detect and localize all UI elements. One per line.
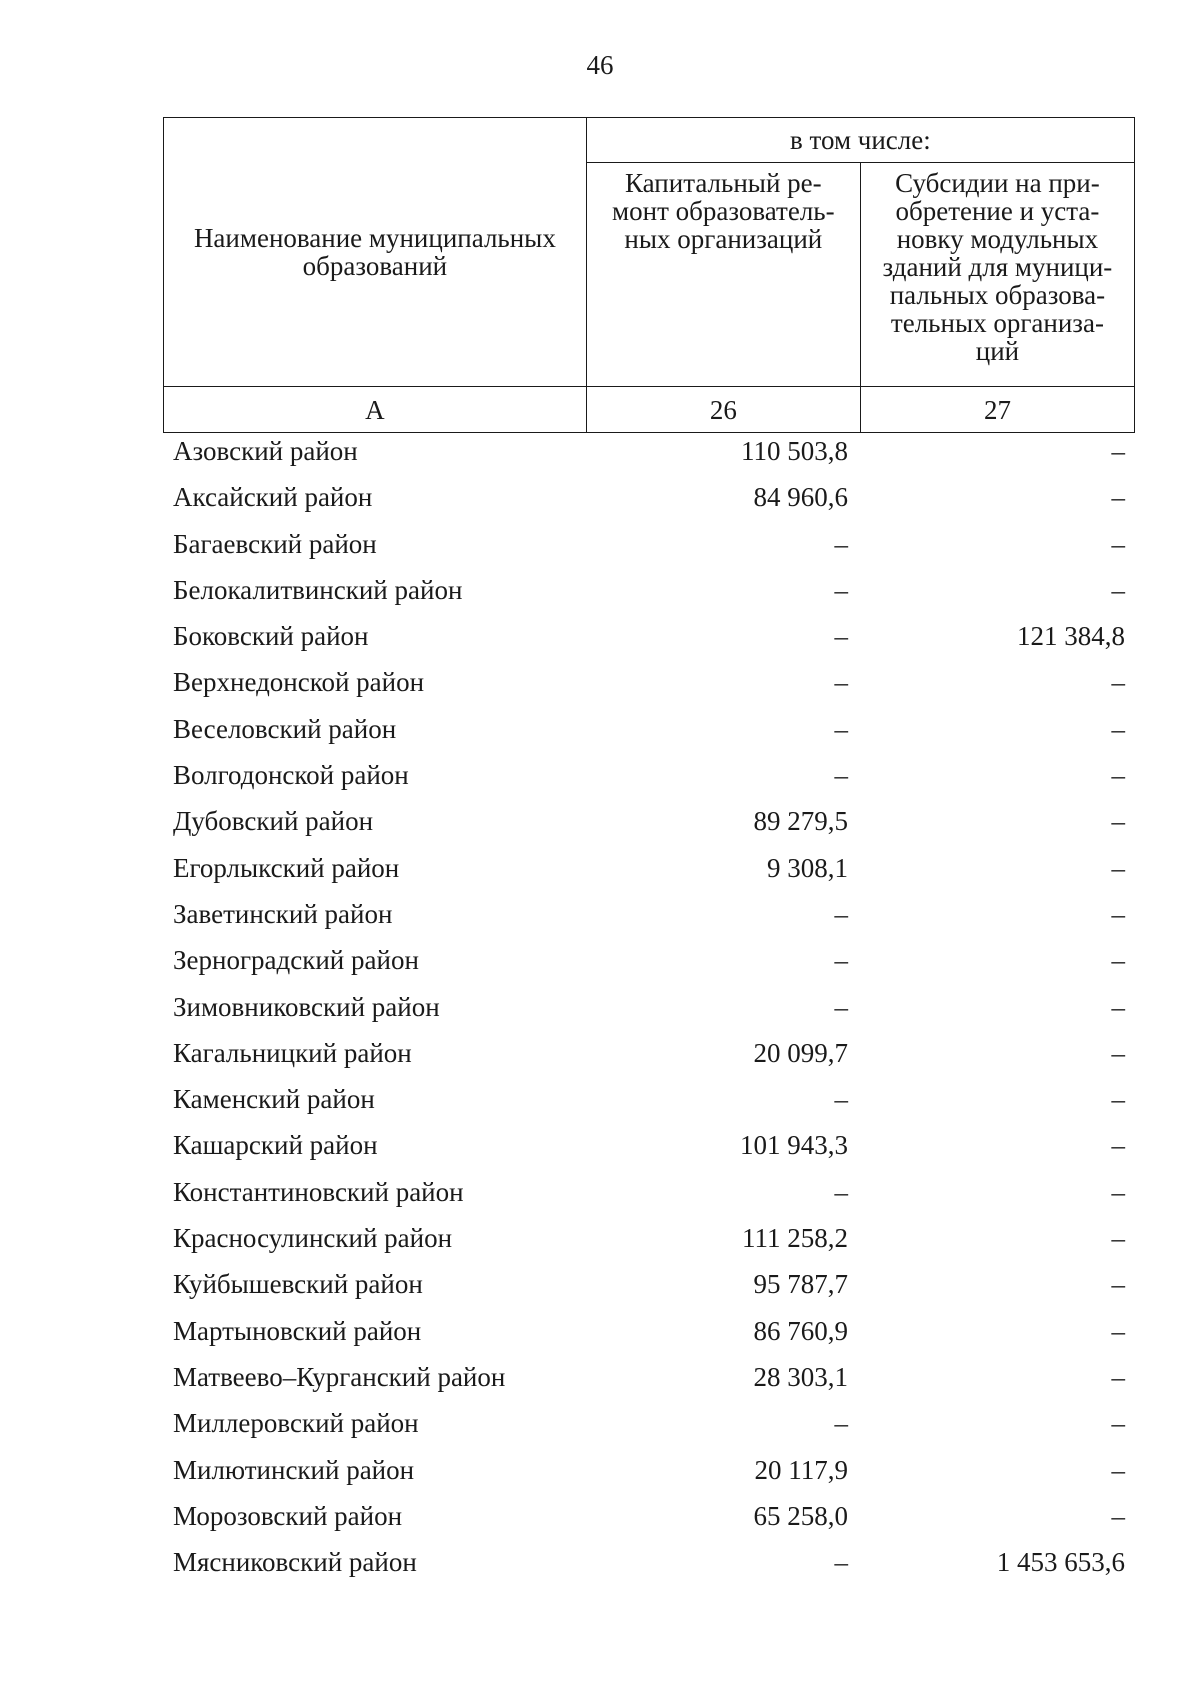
row-name: Заветинский район: [173, 898, 393, 929]
header-num-a: А: [164, 387, 587, 433]
row-name: Веселовский район: [173, 713, 397, 744]
table-row: [163, 521, 1135, 567]
table-row: [163, 1493, 1135, 1539]
row-col-26: –: [834, 574, 848, 605]
header-col-27-title: Субсидии на при- обретение и уста- новку модульных зданий для муници- пальных образова- тельных организа- ций: [860, 163, 1134, 387]
header-num-27: 27: [860, 387, 1134, 433]
table-row: [163, 613, 1135, 659]
row-name: Верхнедонской район: [173, 667, 425, 698]
row-col-26: –: [834, 945, 848, 976]
row-col-26: –: [834, 760, 848, 791]
row-name: Морозовский район: [173, 1500, 403, 1531]
row-name: Азовский район: [173, 436, 358, 466]
row-col-27: 121 384,8: [1017, 621, 1125, 652]
row-name: Константиновский район: [173, 1176, 464, 1207]
table-row: [163, 567, 1135, 613]
row-name: Белокалитвинский район: [173, 574, 463, 605]
row-col-27: –: [1111, 667, 1125, 698]
table-row: [163, 1354, 1135, 1400]
table-row: [163, 1261, 1135, 1307]
row-col-27: –: [1111, 945, 1125, 976]
row-col-26: –: [834, 898, 848, 929]
row-col-27: –: [1111, 1269, 1125, 1300]
row-col-27: –: [1111, 760, 1125, 791]
row-col-26: 84 960,6: [753, 482, 848, 513]
row-col-27: –: [1111, 1037, 1125, 1068]
row-col-27: –: [1111, 574, 1125, 605]
row-name: Куйбышевский район: [173, 1269, 423, 1300]
table-row: [163, 1030, 1135, 1076]
row-name: Кашарский район: [173, 1130, 378, 1161]
row-col-26: 89 279,5: [753, 806, 848, 837]
row-col-27: –: [1111, 1084, 1125, 1115]
header-num-26: 26: [586, 387, 860, 433]
table-row: [163, 984, 1135, 1030]
row-col-27: –: [1111, 806, 1125, 837]
header-col-26-title: Капитальный ре- монт образователь- ных организаций: [586, 163, 860, 387]
row-col-27: –: [1111, 1176, 1125, 1207]
row-name: Дубовский район: [173, 806, 374, 837]
row-col-26: –: [834, 713, 848, 744]
row-name: Кагальницкий район: [173, 1037, 412, 1068]
row-col-27: –: [1111, 852, 1125, 883]
row-col-27: –: [1111, 1223, 1125, 1254]
row-col-27: –: [1111, 991, 1125, 1022]
row-col-26: 86 760,9: [753, 1315, 848, 1346]
row-col-26: –: [834, 1547, 848, 1578]
row-name: Аксайский район: [173, 482, 373, 513]
row-col-26: –: [834, 1084, 848, 1115]
row-col-26: –: [834, 621, 848, 652]
row-col-27: –: [1111, 1315, 1125, 1346]
row-col-27: –: [1111, 1454, 1125, 1485]
row-col-26: –: [834, 667, 848, 698]
table-row: [163, 1122, 1135, 1168]
table-row: [163, 659, 1135, 705]
row-name: Миллеровский район: [173, 1408, 419, 1439]
row-name: Боковский район: [173, 621, 369, 652]
row-name: Зерноградский район: [173, 945, 419, 976]
row-col-26: 101 943,3: [740, 1130, 848, 1161]
row-col-27: –: [1111, 1361, 1125, 1392]
table-body: [163, 428, 1135, 1585]
table-row: [163, 1076, 1135, 1122]
row-name: Зимовниковский район: [173, 991, 440, 1022]
table-row: [163, 1539, 1135, 1585]
table-row: [163, 752, 1135, 798]
table-row: [163, 706, 1135, 752]
row-col-26: –: [834, 528, 848, 559]
row-name: Волгодонской район: [173, 760, 409, 791]
table-row: [163, 474, 1135, 520]
row-col-27: –: [1111, 713, 1125, 744]
table-row: [163, 1215, 1135, 1261]
row-name: Мартыновский район: [173, 1315, 422, 1346]
table-row: [163, 1447, 1135, 1493]
table-row: [163, 845, 1135, 891]
table-row: [163, 937, 1135, 983]
row-col-27: –: [1111, 436, 1125, 466]
table-row: [163, 428, 1135, 474]
row-col-26: –: [834, 1408, 848, 1439]
row-name: Каменский район: [173, 1084, 375, 1115]
row-col-26: 111 258,2: [742, 1223, 848, 1254]
row-col-27: –: [1111, 1408, 1125, 1439]
row-col-26: 20 117,9: [754, 1454, 848, 1485]
row-col-27: –: [1111, 898, 1125, 929]
row-col-26: 20 099,7: [753, 1037, 848, 1068]
row-col-27: –: [1111, 528, 1125, 559]
row-name: Матвеево–Курганский район: [173, 1361, 506, 1392]
page-number: 46: [586, 50, 614, 80]
row-name: Мясниковский район: [173, 1547, 417, 1578]
row-col-26: –: [834, 1176, 848, 1207]
table-row: [163, 1169, 1135, 1215]
row-col-26: 9 308,1: [767, 852, 848, 883]
table-row: [163, 1400, 1135, 1446]
row-col-27: 1 453 653,6: [996, 1547, 1125, 1578]
row-col-27: –: [1111, 1130, 1125, 1161]
table-row: [163, 891, 1135, 937]
row-name: Красносулинский район: [173, 1223, 453, 1254]
table-row: [163, 1308, 1135, 1354]
header-group-label: в том числе:: [586, 118, 1134, 163]
row-col-26: 95 787,7: [753, 1269, 848, 1300]
row-col-27: –: [1111, 482, 1125, 513]
row-col-26: 110 503,8: [741, 436, 848, 466]
table-header: [163, 117, 1135, 433]
row-name: Багаевский район: [173, 528, 377, 559]
row-col-26: 28 303,1: [753, 1361, 848, 1392]
row-name: Егорлыкский район: [173, 852, 400, 883]
row-col-26: –: [834, 991, 848, 1022]
header-name-column: Наименование муниципальных образований: [164, 118, 587, 387]
table-row: [163, 798, 1135, 844]
row-col-26: 65 258,0: [753, 1500, 848, 1531]
row-name: Милютинский район: [173, 1454, 415, 1485]
row-col-27: –: [1111, 1500, 1125, 1531]
